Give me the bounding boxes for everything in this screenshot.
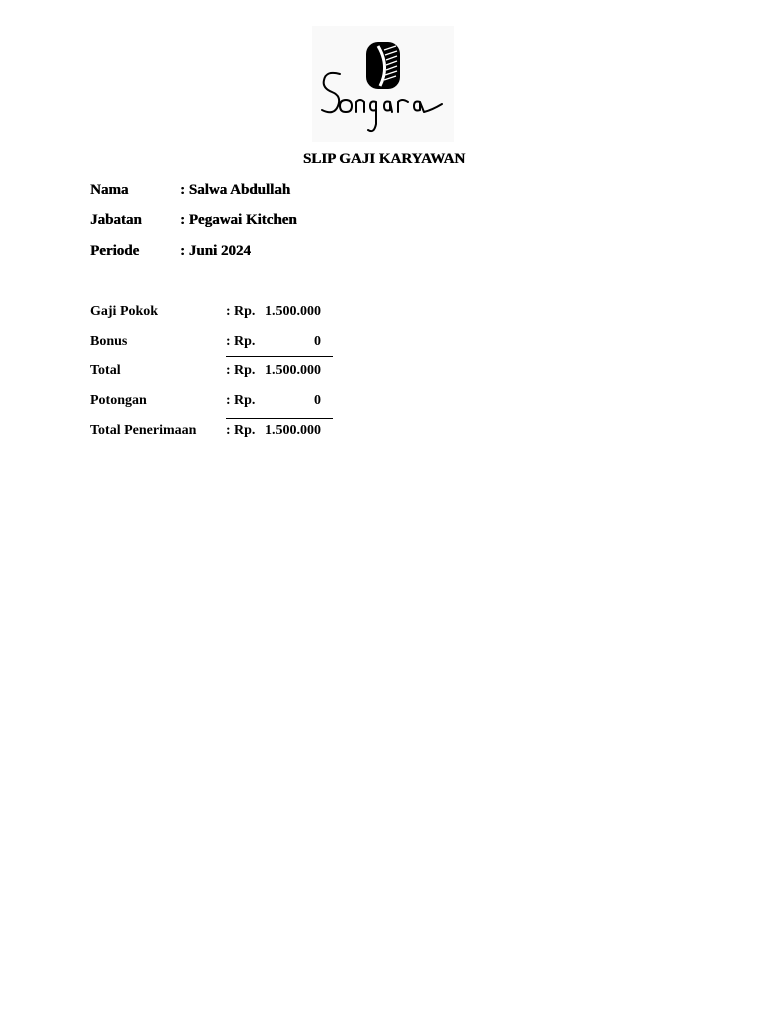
- total-value: 1.500.000: [265, 363, 321, 378]
- bonus-colon: :: [226, 334, 231, 349]
- period-label: Periode: [90, 243, 140, 259]
- total-label: Total: [90, 363, 121, 378]
- subtotal-divider: [226, 356, 333, 357]
- net-divider: [226, 418, 333, 419]
- base-salary-currency: Rp.: [234, 304, 256, 319]
- songara-logo-graphic: [312, 26, 454, 142]
- company-logo: [312, 26, 454, 142]
- name-label: Nama: [90, 182, 129, 198]
- net-pay-currency: Rp.: [234, 423, 256, 438]
- total-currency: Rp.: [234, 363, 256, 378]
- position-value: : Pegawai Kitchen: [180, 212, 297, 228]
- deduction-currency: Rp.: [234, 393, 256, 408]
- deduction-value: 0: [314, 393, 321, 408]
- net-pay-colon: :: [226, 423, 231, 438]
- net-pay-label: Total Penerimaan: [90, 423, 197, 438]
- deduction-colon: :: [226, 393, 231, 408]
- period-value: : Juni 2024: [180, 243, 251, 259]
- leaf-stripes-icon: [366, 42, 400, 89]
- base-salary-colon: :: [226, 304, 231, 319]
- bonus-label: Bonus: [90, 334, 128, 349]
- bonus-currency: Rp.: [234, 334, 256, 349]
- total-colon: :: [226, 363, 231, 378]
- net-pay-value: 1.500.000: [265, 423, 321, 438]
- name-value: : Salwa Abdullah: [180, 182, 291, 198]
- base-salary-value: 1.500.000: [265, 304, 321, 319]
- document-title: SLIP GAJI KARYAWAN: [302, 151, 466, 167]
- base-salary-label: Gaji Pokok: [90, 304, 159, 319]
- position-label: Jabatan: [90, 212, 142, 228]
- bonus-value: 0: [314, 334, 321, 349]
- deduction-label: Potongan: [90, 393, 147, 408]
